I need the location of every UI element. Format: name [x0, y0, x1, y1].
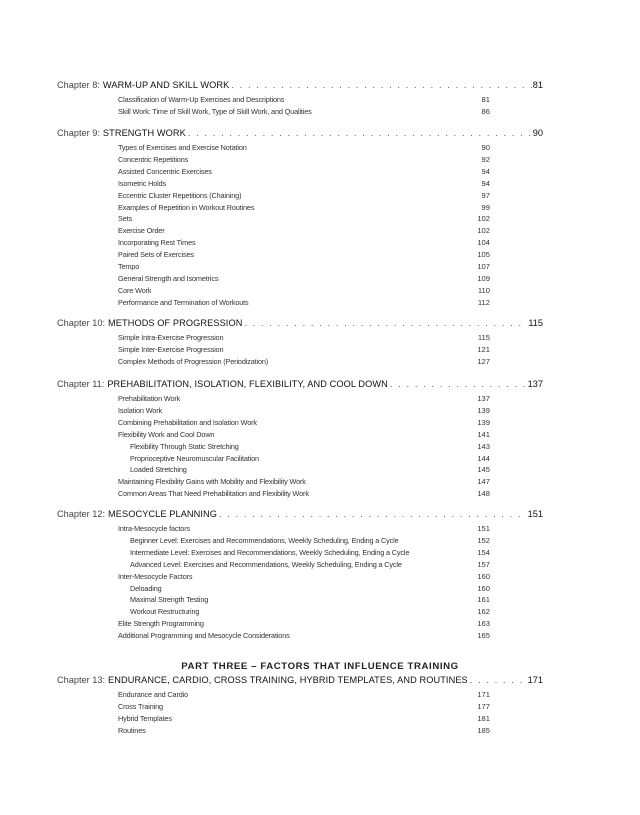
- chapter-title: ENDURANCE, CARDIO, CROSS TRAINING, HYBRID TEMPLATES, AND ROUTINES: [108, 675, 468, 685]
- entry-page-number: 109: [477, 273, 490, 283]
- leader-dots: [244, 318, 527, 329]
- toc-entry[interactable]: Core Work: [118, 285, 152, 295]
- entry-page-number: 121: [477, 344, 490, 354]
- chapter-heading[interactable]: [57, 675, 543, 686]
- toc-entry[interactable]: Flexibility Through Static Stretching: [130, 441, 239, 451]
- toc-entry[interactable]: Performance and Termination of Workouts: [118, 297, 249, 307]
- toc-entry[interactable]: Combining Prehabilitation and Isolation Work: [118, 417, 257, 427]
- entry-page-number: 143: [477, 441, 490, 451]
- entry-page-number: 112: [477, 297, 490, 307]
- entry-page-number: 102: [477, 226, 490, 236]
- toc-entry[interactable]: Exercise Order: [118, 226, 165, 236]
- toc-entry[interactable]: Loaded Stretching: [130, 465, 187, 475]
- chapter-page-number: 137: [527, 379, 543, 389]
- entry-page-number: 81: [481, 95, 490, 104]
- chapter-number: Chapter 8:: [57, 80, 100, 90]
- entry-page-number: 157: [477, 559, 490, 569]
- toc-entry[interactable]: Eccentric Cluster Repetitions (Chaining): [118, 190, 242, 200]
- entry-page-number: 97: [481, 190, 490, 200]
- chapter-number: Chapter 11:: [57, 379, 105, 389]
- part-heading: PART THREE – FACTORS THAT INFLUENCE TRAINING: [181, 661, 459, 672]
- entry-page-number: 177: [477, 701, 490, 711]
- toc-entry[interactable]: General Strength and Isometrics: [118, 273, 219, 283]
- entry-page-number: 105: [477, 250, 490, 260]
- toc-entry[interactable]: Sets: [118, 214, 133, 224]
- chapter-title: PREHABILITATION, ISOLATION, FLEXIBILITY, AND COOL DOWN: [107, 379, 388, 389]
- toc-entry[interactable]: Endurance and Cardio: [118, 690, 189, 699]
- toc-entry[interactable]: Common Areas That Need Prehabilitation and Flexibility Work: [118, 489, 309, 499]
- chapter-title: METHODS OF PROGRESSION: [108, 318, 243, 328]
- toc-entry[interactable]: Isolation Work: [118, 405, 162, 415]
- entry-page-number: 154: [477, 547, 490, 557]
- toc-entry[interactable]: Cross Training: [118, 701, 163, 711]
- entry-page-number: 160: [477, 583, 490, 593]
- entry-page-number: 115: [477, 333, 490, 342]
- chapter-heading[interactable]: [57, 318, 543, 329]
- leader-dots: [231, 80, 531, 91]
- toc-entry[interactable]: Intermediate Level: Exercises and Recommendations, Weekly Scheduling, Ending a Cycle: [130, 547, 410, 557]
- chapter-title: STRENGTH WORK: [102, 128, 186, 138]
- entry-page-number: 163: [477, 619, 490, 629]
- entry-page-number: 139: [477, 417, 490, 427]
- entry-page-number: 147: [477, 477, 490, 487]
- leader-dots: [188, 128, 532, 139]
- toc-entry[interactable]: Proprioceptive Neuromuscular Facilitation: [130, 453, 259, 463]
- toc-entry[interactable]: Flexibility Work and Cool Down: [118, 429, 215, 439]
- toc-entry[interactable]: Classification of Warm-Up Exercises and Descriptions: [118, 95, 285, 104]
- entry-page-number: 94: [481, 178, 490, 188]
- chapter-page-number: 115: [528, 318, 543, 328]
- entry-page-number: 144: [477, 453, 490, 463]
- toc-entry[interactable]: Deloading: [130, 583, 162, 593]
- toc-entry[interactable]: Tempo: [118, 262, 140, 271]
- leader-dots: [470, 675, 527, 686]
- toc-entry[interactable]: Simple Inter-Exercise Progression: [118, 344, 224, 354]
- entry-page-number: 107: [477, 262, 490, 271]
- toc-entry[interactable]: Routines: [118, 725, 146, 735]
- entry-page-number: 145: [477, 465, 490, 475]
- chapter-number: Chapter 12:: [57, 509, 106, 519]
- chapter-page-number: 81: [532, 80, 543, 90]
- chapter-number: Chapter 9:: [57, 128, 100, 138]
- entry-page-number: 161: [477, 595, 490, 605]
- chapter-heading[interactable]: [57, 509, 543, 520]
- chapter-heading[interactable]: [57, 379, 543, 390]
- chapter-page-number: 171: [527, 675, 543, 685]
- chapter-heading[interactable]: [57, 80, 543, 91]
- toc-entry[interactable]: Complex Methods of Progression (Periodization): [118, 356, 269, 366]
- entry-page-number: 104: [477, 238, 490, 248]
- chapter-page-number: 151: [527, 509, 543, 519]
- toc-entry[interactable]: Intra-Mesocycle factors: [118, 524, 190, 533]
- entry-page-number: 137: [477, 394, 490, 403]
- toc-entry[interactable]: Paired Sets of Exercises: [118, 250, 194, 260]
- entry-page-number: 92: [481, 154, 490, 164]
- toc-entry[interactable]: Concentric Repetitions: [118, 154, 189, 164]
- entry-page-number: 152: [477, 535, 490, 545]
- entry-page-number: 127: [477, 356, 490, 366]
- chapter-number: Chapter 13:: [57, 675, 106, 685]
- toc-entry[interactable]: Simple Intra-Exercise Progression: [118, 333, 224, 342]
- toc-entry[interactable]: Incorporating Rest Times: [118, 238, 196, 248]
- entry-page-number: 139: [477, 405, 490, 415]
- entry-page-number: 185: [477, 725, 490, 735]
- toc-entry[interactable]: Additional Programming and Mesocycle Considerations: [118, 631, 290, 641]
- chapter-title: WARM-UP AND SKILL WORK: [102, 80, 230, 90]
- toc-entry[interactable]: Workout Restructuring: [130, 607, 200, 617]
- chapter-title: MESOCYCLE PLANNING: [108, 509, 218, 519]
- entry-page-number: 162: [477, 607, 490, 617]
- entry-page-number: 94: [481, 166, 490, 176]
- leader-dots: [390, 379, 527, 390]
- toc-entry[interactable]: Beginner Level: Exercises and Recommendations, Weekly Scheduling, Ending a Cycle: [130, 535, 399, 545]
- toc-entry[interactable]: Maintaining Flexibility Gains with Mobility and Flexibility Work: [118, 477, 306, 487]
- toc-entry[interactable]: Skill Work: Time of Skill Work, Type of Skill Work, and Qualities: [118, 106, 312, 116]
- entry-page-number: 165: [477, 631, 490, 641]
- toc-entry[interactable]: Types of Exercises and Exercise Notation: [118, 143, 247, 152]
- toc-entry[interactable]: Advanced Level: Exercises and Recommendations, Weekly Scheduling, Ending a Cycle: [130, 559, 402, 569]
- entry-page-number: 151: [477, 524, 490, 533]
- toc-entry[interactable]: Hybrid Templates: [118, 713, 172, 723]
- toc-entry[interactable]: Isometric Holds: [118, 178, 167, 188]
- entry-page-number: 181: [477, 713, 490, 723]
- toc-entry[interactable]: Inter-Mesocycle Factors: [118, 571, 193, 581]
- entry-page-number: 110: [477, 285, 490, 295]
- toc-entry[interactable]: Prehabilitation Work: [118, 394, 181, 403]
- entry-page-number: 148: [477, 489, 490, 499]
- entry-page-number: 86: [481, 106, 490, 116]
- entry-page-number: 171: [477, 690, 490, 699]
- toc-entry[interactable]: Examples of Repetition in Workout Routines: [118, 202, 255, 212]
- chapter-number: Chapter 10:: [57, 318, 106, 328]
- toc-entry[interactable]: Maximal Strength Testing: [130, 595, 209, 605]
- entry-page-number: 102: [477, 214, 490, 224]
- entry-page-number: 99: [481, 202, 490, 212]
- entry-page-number: 141: [477, 429, 490, 439]
- toc-entry[interactable]: Elite Strength Programming: [118, 619, 204, 629]
- toc-entry[interactable]: Assisted Concentric Exercises: [118, 166, 212, 176]
- chapter-page-number: 90: [532, 128, 543, 138]
- chapter-heading[interactable]: [57, 128, 543, 139]
- leader-dots: [219, 509, 527, 520]
- entry-page-number: 160: [477, 571, 490, 581]
- entry-page-number: 90: [481, 143, 490, 152]
